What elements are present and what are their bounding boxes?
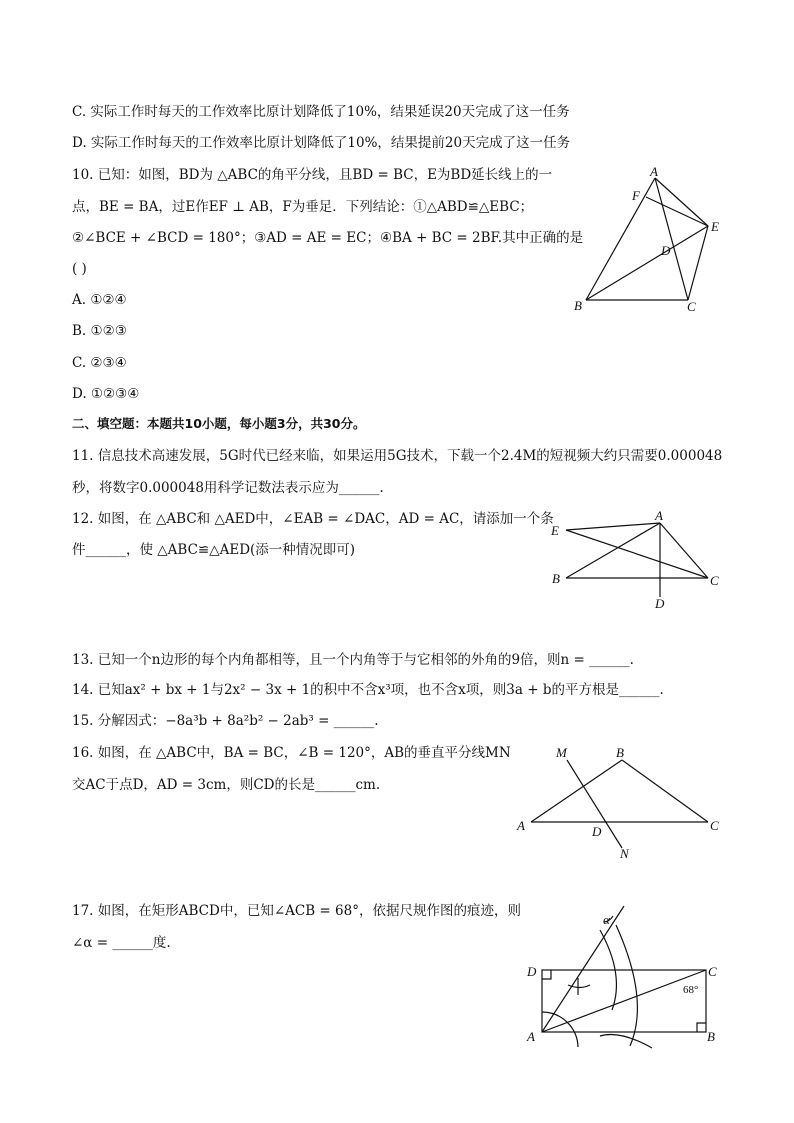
q12-label-e: E [551, 523, 559, 538]
q16-label-a: A [517, 818, 525, 833]
q12-label-a: A [655, 508, 663, 523]
q17-label-b: B [707, 1029, 715, 1044]
q10-label-e: E [711, 219, 719, 234]
q16-stem-line1: 16. 如图，在 △ABC中，BA = BC，∠B = 120°，AB的垂直平分线MN [72, 745, 511, 761]
q10-label-f: F [632, 188, 640, 203]
q10-option-c: C. ②③④ [72, 355, 127, 371]
q17-label-a: A [527, 1029, 535, 1044]
q10-label-b: B [574, 298, 582, 313]
q10-option-d: D. ①②③④ [72, 386, 140, 402]
q9-option-c: C. 实际工作时每天的工作效率比原计划降低了10%，结果延误20天完成了这一任务 [72, 104, 570, 120]
q16-label-b: B [616, 745, 624, 760]
q12-label-d: D [655, 596, 665, 611]
q10-option-a: A. ①②④ [72, 292, 127, 308]
q16-label-m: M [556, 745, 567, 760]
q10-stem-line2: 点，BE = BA，过E作EF ⊥ AB，F为垂足．下列结论：①△ABD≌△EBC； [72, 199, 534, 215]
q17-label-d: D [527, 964, 537, 979]
q16-stem-line2: 交AC于点D，AD = 3cm，则CD的长是______cm. [72, 777, 381, 793]
q9-option-d: D. 实际工作时每天的工作效率比原计划降低了10%，结果提前20天完成了这一任务 [72, 135, 571, 151]
q13-stem: 13. 已知一个n边形的每个内角都相等，且一个内角等于与它相邻的外角的9倍，则n = ______. [72, 652, 634, 668]
q12-stem-line2: 件______，使 △ABC≌△AED(添一种情况即可) [72, 542, 356, 558]
q17-label-alpha: α [603, 912, 610, 927]
q10-label-a: A [650, 164, 658, 179]
q12-figure [545, 505, 725, 615]
q16-label-d: D [592, 824, 602, 839]
q10-stem-line3: ②∠BCE + ∠BCD = 180°；③AD = AE = EC；④BA + BC = 2BF.其中正确的是 [72, 230, 584, 246]
q17-angle-label: 68° [683, 984, 699, 996]
q17-stem-line1: 17. 如图，在矩形ABCD中，已知∠ACB = 68°，依据尺规作图的痕迹，则 [72, 903, 521, 919]
q10-label-d: D [661, 243, 671, 258]
q17-label-c: C [708, 964, 717, 979]
q17-stem-line2: ∠α = ______度. [72, 935, 171, 951]
q16-label-n: N [620, 846, 629, 861]
q17-figure [515, 900, 730, 1055]
q12-stem-line1: 12. 如图，在 △ABC和 △AED中，∠EAB = ∠DAC，AD = AC，请添加一个条 [72, 511, 554, 527]
q10-label-c: C [687, 299, 696, 314]
section-2-heading: 二、填空题：本题共10小题，每小题3分，共30分。 [72, 416, 366, 431]
q15-stem: 15. 分解因式：−8a³b + 8a²b² − 2ab³ = ______. [72, 713, 379, 729]
q16-figure [510, 740, 725, 865]
q11-stem-line2: 秒，将数字0.000048用科学记数法表示应为______. [72, 480, 384, 496]
q10-stem-line1: 10. 已知：如图，BD为 △ABC的角平分线，且BD = BC，E为BD延长线上的一 [72, 167, 553, 183]
q10-option-b: B. ①②③ [72, 323, 127, 339]
q10-figure [570, 160, 730, 320]
q14-stem: 14. 已知ax² + bx + 1与2x² − 3x + 1的积中不含x³项，也不含x项，则3a + b的平方根是______. [72, 682, 664, 698]
q16-label-c: C [710, 818, 719, 833]
q12-label-b: B [552, 571, 560, 586]
q10-stem-line4: ( ) [72, 261, 87, 277]
q12-label-c: C [710, 573, 719, 588]
q11-stem-line1: 11. 信息技术高速发展，5G时代已经来临，如果运用5G技术，下载一个2.4M的短视频大约只需要0.000048 [72, 448, 723, 464]
